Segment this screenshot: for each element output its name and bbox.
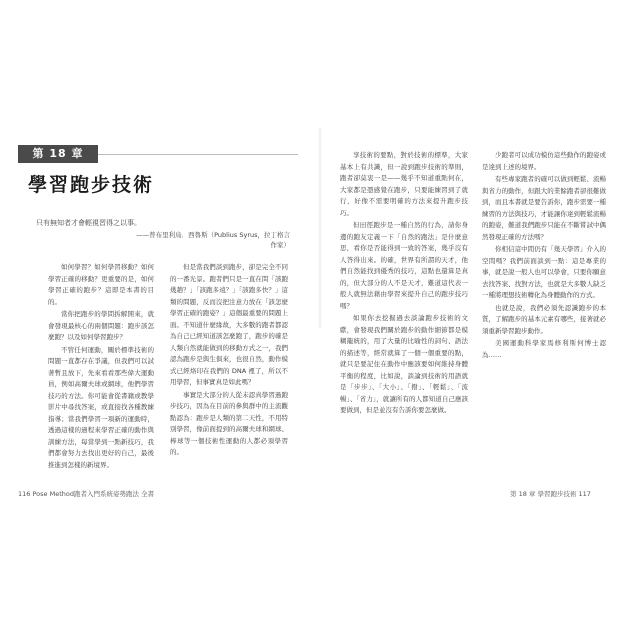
gutter <box>318 128 322 328</box>
chapter-title: 學習跑步技術 <box>28 174 155 196</box>
chapter-tab: 第 18 章 <box>18 145 98 163</box>
paragraph: 少跑者可以成功模仿這些動作的跑姿或是達到上述的境界。 <box>482 151 606 171</box>
paragraph: 如果你去挖掘過去談論跑步技術的文獻，會發現我們關於跑步的動作細節都是模糊籠統的，用了大量的比喻性的詞句、語法的描述等，經常就算了一個一個重要的點，就只是要記住在動作中應該要如何維持身體平衡的程度，比如說，談論到技術的用語就是「步步」、「大小」、「撥」、「輕鬆」、「流暢」、「省力」，就讓所有的人都知道自己應該要做到，但是並沒有告訴你要怎麼做。 <box>340 314 468 414</box>
paragraph: 當你把跑步的學問拆解開來，就會發現最核心的兩個問題：跑步該怎麼跑？以及如何學習跑步？ <box>48 310 154 341</box>
right-column-2 <box>482 150 606 362</box>
paragraph: 但是當我們談到跑步，卻是完全不同的一番光景。跑者們只是一直在問「該跑幾趟？」「該跑多遠？」「該跑多快？」這類的問題，反而沒把注意力放在「該怎麼學習正確的跑姿？」這個最重要的問題上面。不知道什麼緣故，大多數的跑者都認為自己已經知道該怎麼跑了，跑步的確是人類自然就能做到的移動方式之一，我們認為跑步是與生俱來，也很自然，動作模式已經烙印在我們的 DNA 裡了，所以不用學習，但事實真是如此嗎？ <box>170 263 288 386</box>
paragraph: 如何學習？如何學習移動？如何學習正確的移動？更重要的是，如何學習正確的跑步？這即是本書的目的。 <box>48 263 154 306</box>
left-column-1 <box>48 262 154 472</box>
paragraph: 不管任何運動，關於標準技術的問題一直都存在爭議，但我們可以試著暫且放下，先來看看那些偉大運動員，例如高爾夫球或網球，他們學習技巧的方法。你可能會從書籍或教學影片中尋找答案，或直接找各種教練指導；當我們學習一項新的運動時，透過這樣的過程來學習正確的動作與訓練方法，每當學到一點新技巧，我們都會努力去找出更好的自己，最後推進到怎樣的新境界。 <box>48 345 154 469</box>
page-footer-right: 第 18 章 學習跑步技術 117 <box>510 490 591 498</box>
epigraph-quote: 只有無知者才會輕視習得之以事。 <box>36 219 141 227</box>
paragraph: 也就是說，我們必須先認識跑步的本質，了解跑步的基本元素有哪些，接著就必須重新學習跑步動作。 <box>482 303 606 335</box>
right-column-1 <box>340 150 468 418</box>
paragraph: 但田徑跑步是一種自然的行為，請你身邊的跑友定義一下「自然的跑法」是什麼意思，看你是否能得到一致的答案，幾乎沒有人答得出來。的確，世界有所謂的天才，他們自然能找到優秀的技巧，這點也還算是真的，但大部分的人不是天才，難道這代表一般人就無法藉由學習來提升自己的跑步技巧嗎？ <box>340 221 468 310</box>
paragraph: 有些專家跑者的確可以做到輕鬆、流暢與省力的動作，但跟大的業餘跑者卻很難做到，而且本書就是要告訴你，跑步需要一種練習的方法與技巧，才能讓你達到輕鬆流暢的跑姿，難道我們跑步只能在不斷嘗試中偶然發現正確的方法嗎？ <box>482 175 606 241</box>
paragraph: 你相信這中間仍有「幾天學習」介入的空間嗎？我們前面談到一點：這是專業的事，就是說一般人也可以學會，只要你願意去找答案、找對方法，也就是大多數人缺乏一種將理想技術轉化為身體動作的方式。 <box>482 245 606 299</box>
left-column-2 <box>170 262 288 460</box>
paragraph: 享技術的要點，對於技術的標準，大家基本上有共識，但一說到跑步技術的準則，跑者卻莫衷一是——幾乎不知道重點何在，大家都是憑感覺在跑步，只要能練習到了就行，好像不需要明確的方法來提升跑步技巧。 <box>340 151 468 217</box>
epigraph-source: ——普布里利烏．西魯斯（Publius Syrus，拉丁格言作家） <box>136 231 290 249</box>
page-footer-left: 116 Pose Method跑者入門系統姿勢跑法 全書 <box>18 490 155 498</box>
paragraph: 事實是大部分的人從未認真學習過跑步技巧，因為在目前的參與群中的主流觀點認為：跑步是人類的第二天性，不用特別學習，像前面提到的高爾夫球和網球、棒球等一個技術性運動的人都必須學習的。 <box>170 390 288 456</box>
paragraph: 美國運動科學家馬修利斯何博士認為…… <box>482 339 606 359</box>
chapter-rule <box>98 154 298 155</box>
